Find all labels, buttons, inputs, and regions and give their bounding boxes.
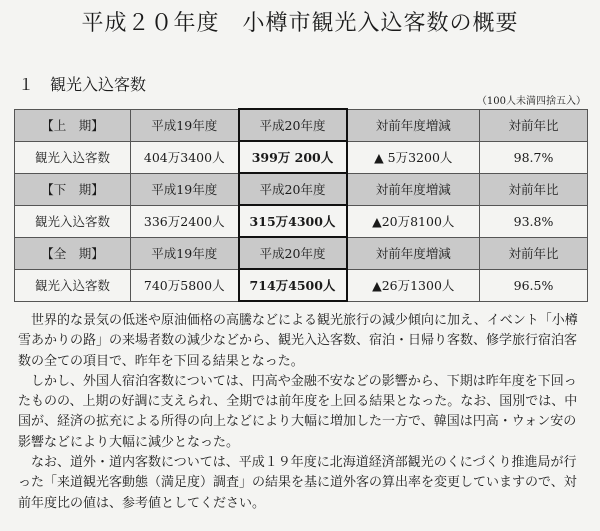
- prev-value: 336万2400人: [131, 205, 239, 237]
- table-header-row: [15, 109, 588, 141]
- table-row: [15, 269, 588, 301]
- table-row: [15, 141, 588, 173]
- period-label: 【全 期】: [15, 237, 131, 269]
- curr-value: 714万4500人: [239, 269, 347, 301]
- prev-value: 740万5800人: [131, 269, 239, 301]
- curr-year-label: 平成20年度: [239, 237, 347, 269]
- change-value: ▲20万8100人: [347, 205, 480, 237]
- row-label: 観光入込客数: [15, 269, 131, 301]
- curr-value: 399万 200人: [239, 141, 347, 173]
- change-label: 対前年度増減: [347, 237, 480, 269]
- change-label: 対前年度増減: [347, 109, 480, 141]
- ratio-value: 98.7%: [480, 141, 588, 173]
- table-header-row: [15, 173, 588, 205]
- change-value: ▲26万1300人: [347, 269, 480, 301]
- curr-year-label: 平成20年度: [239, 109, 347, 141]
- ratio-label: 対前年比: [480, 173, 588, 205]
- ratio-value: 93.8%: [480, 205, 588, 237]
- prev-year-label: 平成19年度: [131, 173, 239, 205]
- paragraph: 世界的な景気の低迷や原油価格の高騰などによる観光旅行の減少傾向に加え、イベント「小樽雪あかりの路」の来場者数の減少などから、観光入込客数、宿泊・日帰り客数、修学旅行宿泊客数の全ての項目で、昨年を下回る結果となった。: [18, 313, 578, 369]
- visitor-stats-table: [14, 108, 588, 302]
- table-header-row: [15, 237, 588, 269]
- paragraph: しかし、外国人宿泊客数については、円高や金融不安などの影響から、下期は昨年度を下回ったものの、上期の好調に支えられ、全期では前年度を上回る結果となった。なお、国別では、中国が、経済の拡充による所得の向上などにより大幅に増加した一方で、韓国は円高・ウォン安の影響などにより大幅に減少となった。: [18, 373, 578, 450]
- row-label: 観光入込客数: [15, 205, 131, 237]
- change-value: ▲ 5万3200人: [347, 141, 480, 173]
- curr-value: 315万4300人: [239, 205, 347, 237]
- ratio-value: 96.5%: [480, 269, 588, 301]
- prev-year-label: 平成19年度: [131, 109, 239, 141]
- prev-value: 404万3400人: [131, 141, 239, 173]
- section-heading: １ 観光入込客数: [18, 75, 147, 94]
- page-title: 平成２０年度 小樽市観光入込客数の概要: [81, 11, 519, 36]
- paragraph: なお、道外・道内客数については、平成１９年度に北海道経済部観光のくにづくり推進局が行った「来道観光客動態（満足度）調査」の結果を基に道外客の算出率を変更していますので、対前年度比の値は、参考値としてください。: [18, 455, 577, 511]
- period-label: 【下 期】: [15, 173, 131, 205]
- row-label: 観光入込客数: [15, 141, 131, 173]
- ratio-label: 対前年比: [480, 109, 588, 141]
- curr-year-label: 平成20年度: [239, 173, 347, 205]
- summary-text: [18, 311, 586, 514]
- table-row: [15, 205, 588, 237]
- prev-year-label: 平成19年度: [131, 237, 239, 269]
- rounding-note: （100人未満四捨五入）: [476, 96, 586, 107]
- period-label: 【上 期】: [15, 109, 131, 141]
- change-label: 対前年度増減: [347, 173, 480, 205]
- ratio-label: 対前年比: [480, 237, 588, 269]
